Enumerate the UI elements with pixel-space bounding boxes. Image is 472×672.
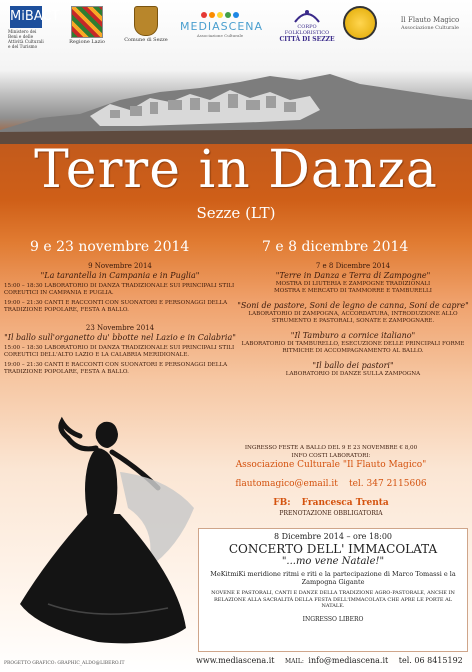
ingresso-text: INGRESSO FESTE A BALLO DEL 9 E 23 NOVEMBRE € 8,00 bbox=[244, 445, 418, 451]
mediascena-sub: Associazione Culturale bbox=[196, 33, 244, 38]
website-link[interactable]: www.mediascena.it bbox=[196, 656, 275, 665]
december-events bbox=[236, 262, 470, 378]
concert-subtitle: "...mo vene Natale!" bbox=[281, 556, 385, 567]
event-line: 15:00 – 18:30 LABORATORIO DI DANZA TRADIZIONALE SUI PRINCIPALI STILI COREUTICI IN CAMPANIA E PUGLIA. bbox=[4, 283, 235, 296]
event-line: LABORATORIO DI DANZE SULLA ZAMPOGNA bbox=[285, 371, 421, 377]
event-title: Terre in Danza bbox=[34, 140, 438, 200]
event-block bbox=[4, 324, 236, 376]
association-name: Associazione Culturale "Il Flauto Magico" bbox=[235, 460, 427, 470]
regione-lazio-logo bbox=[66, 6, 108, 45]
concert-description: NOVENE E PASTORALI, CANTI E DANZE DELLA TRADIZIONE AGRO-PASTORALE, ANCHE IN RELAZIONE ALLA SACRALITÀ DELLA FESTA DELL'IMMACOLATA CHE APRE LE PORTE AL NATALE. bbox=[211, 590, 455, 609]
mibact-mark: MiBACT bbox=[10, 6, 42, 28]
flauto-line1: Il Flauto Magico bbox=[400, 16, 460, 24]
event-title-text: "La tarantella in Campania e in Puglia" bbox=[40, 271, 200, 280]
mail-link[interactable]: info@mediascena.it bbox=[308, 656, 389, 665]
footer bbox=[0, 652, 472, 672]
event-title-text: "Il Tamburo a cornice italiano" bbox=[290, 331, 416, 340]
mediascena-name: MEDIASCENA bbox=[180, 20, 264, 33]
event-date: 9 Novembre 2014 bbox=[88, 262, 152, 270]
concert-box bbox=[198, 528, 468, 652]
dancers-icon bbox=[291, 6, 323, 24]
footer-contacts bbox=[196, 656, 463, 665]
event-line: 19:00 – 21:30 CANTI E RACCONTI CON SUONATORI E PERSONAGGI DELLA TRADIZIONE POPOLARE, FESTA A BALLO. bbox=[4, 300, 228, 313]
event-title-text: "Soni de pastore, Soni de legno de canna, Soni de capre" bbox=[237, 301, 469, 310]
mediascena-logo bbox=[180, 12, 264, 39]
mediascena-dots-icon bbox=[196, 12, 244, 20]
event-block bbox=[236, 301, 470, 325]
comune-text: Comune di Sezze bbox=[124, 37, 168, 43]
facebook-label: FB: bbox=[273, 498, 291, 508]
ministero-text: Ministero dei Beni e delle Attività Culturali e del Turismo bbox=[8, 29, 44, 49]
flauto-magico-logo bbox=[390, 16, 470, 31]
ministero-logo bbox=[6, 6, 60, 49]
terranova-line2: CITTÀ DI SEZZE bbox=[279, 36, 335, 43]
date-heading-november: 9 e 23 novembre 2014 bbox=[30, 239, 190, 255]
contact-line bbox=[196, 471, 466, 490]
event-line: LABORATORIO DI TAMBURELLO, ESECUZIONE DELLE PRINCIPALI FORME RITMICHE DI ACCOMPAGNAMENTO AL BALLO. bbox=[241, 341, 465, 354]
graphic-credit: PROGETTO GRAFICO: GRAPHIC_ALDO@LIBERO.IT bbox=[4, 661, 125, 666]
november-events bbox=[4, 262, 236, 376]
event-location: Sezze (LT) bbox=[196, 204, 276, 222]
regione-crest-icon bbox=[71, 6, 103, 38]
event-title-text: "Il ballo sull'organetto du' bbotte nel Lazio e in Calabria" bbox=[4, 333, 236, 342]
event-title-text: "Terre in Danza e Terra di Zampogne" bbox=[275, 271, 431, 280]
event-block bbox=[236, 262, 470, 295]
flauto-line2: Associazione Culturale bbox=[401, 25, 459, 31]
event-date: 7 e 8 Dicembre 2014 bbox=[315, 262, 391, 270]
event-date: 23 Novembre 2014 bbox=[85, 324, 155, 332]
phone-number: tel. 347 2115606 bbox=[348, 479, 427, 489]
event-block bbox=[236, 331, 470, 355]
sigillo-logo bbox=[340, 6, 380, 41]
mail-label: MAIL: bbox=[285, 658, 304, 665]
concert-performers: MeKitmiKi meridione ritmi e riti e la partecipazione di Marco Tomassi e la Zampogna Gigante bbox=[210, 570, 456, 586]
event-line: LABORATORIO DI ZAMPOGNA, ACCORDATURA, INTRODUZIONE ALLO STRUMENTO E PASTORALI, SONATE E ZAMPOGNARE. bbox=[248, 311, 458, 324]
village-panorama bbox=[0, 70, 472, 144]
event-title-text: "Il ballo dei pastori" bbox=[312, 361, 394, 370]
terranova-line0: CORPO FOLKLORISTICO bbox=[284, 24, 330, 36]
costi-text: INFO COSTI LABORATORI: bbox=[291, 453, 371, 459]
regione-text: Regione Lazio bbox=[69, 39, 105, 45]
email-link[interactable]: flautomagico@email.it bbox=[235, 479, 338, 489]
event-line: MOSTRA DI LIUTERIA E ZAMPOGNE TRADIZIONALI bbox=[275, 281, 431, 287]
event-block bbox=[4, 262, 236, 314]
facebook-line bbox=[196, 490, 466, 509]
comune-shield-icon bbox=[134, 6, 158, 36]
prenotazione-text: PRENOTAZIONE OBBLIGATORIA bbox=[279, 510, 383, 517]
dancer-silhouette bbox=[8, 408, 200, 652]
info-section bbox=[196, 444, 466, 518]
concert-title: CONCERTO DELL' IMMACOLATA bbox=[228, 542, 438, 556]
facebook-name[interactable]: Francesca Trenta bbox=[301, 498, 389, 508]
event-line: MOSTRA E MERCATO DI TAMMORRE E TAMBURELLI bbox=[274, 288, 432, 294]
event-line: 19:00 – 21:30 CANTI E RACCONTI CON SUONATORI E PERSONAGGI DELLA TRADIZIONE POPOLARE, FESTA A BALLO. bbox=[4, 362, 228, 375]
concert-free-entry: INGRESSO LIBERO bbox=[302, 615, 364, 623]
footer-phone: tel. 06 8415192 bbox=[398, 656, 463, 665]
comune-sezze-logo bbox=[124, 6, 168, 43]
concert-date: 8 Dicembre 2014 – ore 18:00 bbox=[273, 532, 393, 541]
event-block bbox=[236, 361, 470, 378]
sun-seal-icon bbox=[343, 6, 377, 40]
date-heading-december: 7 e 8 dicembre 2014 bbox=[262, 239, 409, 255]
event-line: 15:00 – 18:30 LABORATORIO DI DANZA TRADIZIONALE SUI PRINCIPALI STILI COREUTICI DELL'ALTO LAZIO E LA CALABRIA MERIDIONALE. bbox=[4, 345, 235, 358]
corpo-folkloristico-logo bbox=[278, 6, 336, 43]
